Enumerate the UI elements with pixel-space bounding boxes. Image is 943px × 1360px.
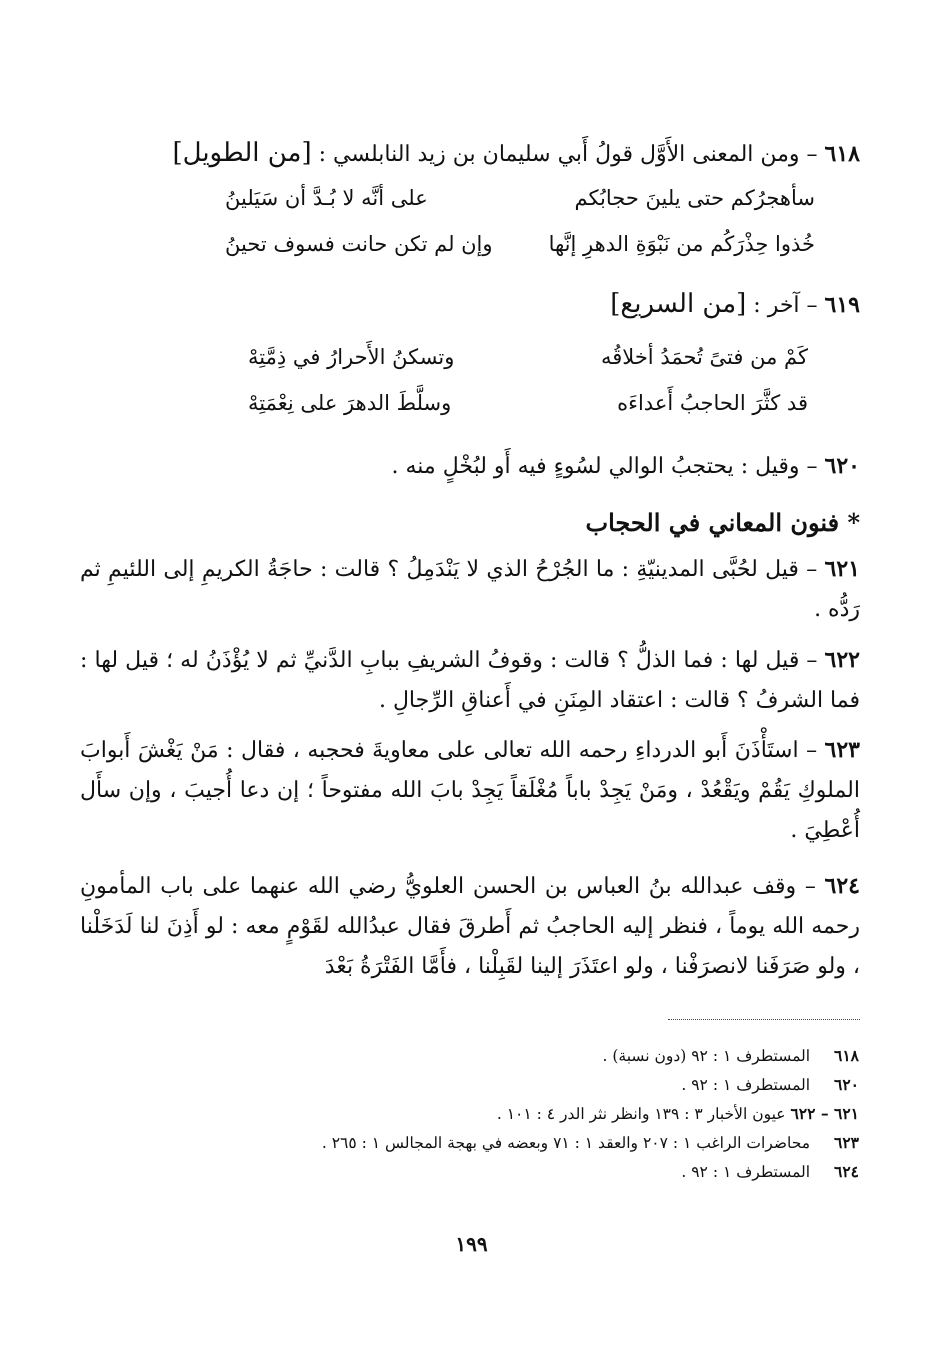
entry-text: – وقف عبدالله بنُ العباس بن الحسن العلويُّ رضي الله عنهما على باب المأمونِ رحمه الله يوماً ، فنظر إليه الحاجبُ ثم أَطرقَ فقال عبدُالله لقَوْمٍ معه : لو أَذِنَ لنا لَدَخَلْنا ، ولو صَرَفَنا لانصرَفْنا ، ولو اعتَذَرَ إلينا لقَبِلْنا ، فأَمَّا الفَتْرَةُ بَعْدَ xyxy=(80,874,860,979)
footnote-number: ٦١٨ xyxy=(834,1046,859,1065)
meter-label: [من السريع] xyxy=(610,289,747,319)
footnote-text: المستطرف ١ : ٩٢ (دون نسبة) . xyxy=(602,1047,811,1065)
page-number: ١٩٩ xyxy=(455,1232,488,1256)
section-heading: * فنون المعاني في الحجاب xyxy=(585,508,860,537)
entry-text: – آخر : xyxy=(746,293,818,318)
verse-second-hemistich: وإن لم تكن حانت فسوف تحينُ xyxy=(225,232,493,256)
footnote xyxy=(159,1070,859,1100)
verse-second-hemistich: وسلَّطَ الدهرَ على نِعْمَتِهْ xyxy=(248,391,452,415)
verse-line xyxy=(225,232,815,268)
entry-text: – ومن المعنى الأَوَّل قولُ أَبي سليمان بن زيد النابلسي : xyxy=(311,142,818,167)
entry-621 xyxy=(80,549,860,630)
entry-number: ٦٢٣ xyxy=(824,737,860,763)
entry-623 xyxy=(80,730,860,851)
entry-number: ٦٢١ xyxy=(824,556,860,582)
footnote-number: ٦٢١ – ٦٢٢ xyxy=(790,1104,859,1123)
footnote-separator xyxy=(668,1019,860,1020)
footnote-number: ٦٢٤ xyxy=(834,1162,859,1181)
verse-second-hemistich: على أنَّه لا بُـدَّ أن سَيَلينُ xyxy=(225,186,428,210)
footnote xyxy=(159,1099,859,1129)
footnote-text: عيون الأخبار ٣ : ١٣٩ وانظر نثر الدر ٤ : ١٠١ . xyxy=(496,1105,786,1123)
verse-second-hemistich: وتسكنُ الأَحرارُ في ذِمَّتِهْ xyxy=(248,345,455,369)
entry-text: – استَأْذَنَ أَبو الدرداءِ رحمه الله تعالى على معاويةَ فحجبه ، فقال : مَنْ يَغْشَ أَبوابَ الملوكِ يَقُمْ ويَقْعُدْ ، ومَنْ يَجِدْ باباً مُغْلَقاً يَجِدْ بابَ الله مفتوحاً ؛ إن دعا أُجيبَ ، وإن سأَل أُعْطِيَ . xyxy=(80,738,860,843)
verse-line xyxy=(248,391,808,427)
verse-line xyxy=(225,186,815,222)
entry-620 xyxy=(80,446,860,487)
footnote-text: المستطرف ١ : ٩٢ . xyxy=(681,1076,811,1094)
entry-619-intro xyxy=(80,284,860,326)
entry-624 xyxy=(80,866,860,987)
entry-text: – قيل لحُبَّى المدينيّةِ : ما الجُرْحُ الذي لا يَنْدَمِلُ ؟ قالت : حاجَةُ الكريمِ إلى اللئيمِ ثم رَدُّه . xyxy=(80,557,860,622)
verse-first-hemistich: قد كثَّرَ الحاجبُ أَعداءَه xyxy=(617,391,808,415)
entry-number: ٦٢٢ xyxy=(824,647,860,673)
footnote-number: ٦٢٠ xyxy=(834,1075,859,1094)
footnote-number: ٦٢٣ xyxy=(834,1133,859,1152)
entry-number: ٦٢٠ xyxy=(824,453,860,479)
verse-first-hemistich: كَمْ من فتىً تُحمَدُ أخلاقُه xyxy=(601,345,808,369)
entry-618-intro xyxy=(80,133,860,175)
entry-text: – قيل لها : فما الذلُّ ؟ قالت : وقوفُ الشريفِ ببابِ الدَّنيِّ ثم لا يُؤْذَنُ له ؛ قيل لها : فما الشرفُ ؟ قالت : اعتقاد المِنَنِ في أَعناقِ الرِّجالِ . xyxy=(80,648,860,713)
entry-622 xyxy=(80,640,860,721)
entry-text: – وقيل : يحتجبُ الوالي لسُوءٍ فيه أَو لبُخْلٍ منه . xyxy=(391,454,818,479)
entry-number: ٦١٩ xyxy=(824,292,860,318)
footnote xyxy=(159,1041,859,1071)
entry-number: ٦٢٤ xyxy=(824,873,860,899)
footnote xyxy=(159,1128,859,1158)
meter-label: [من الطويل] xyxy=(172,138,312,168)
footnote-text: المستطرف ١ : ٩٢ . xyxy=(681,1163,811,1181)
verse-first-hemistich: سأهجرُكم حتى يلينَ حجابُكم xyxy=(574,186,815,210)
footnote-text: محاضرات الراغب ١ : ٢٠٧ والعقد ١ : ٧١ وبعضه في بهجة المجالس ١ : ٢٦٥ . xyxy=(321,1134,811,1152)
entry-number: ٦١٨ xyxy=(824,141,860,167)
verse-line xyxy=(248,345,808,381)
verse-first-hemistich: خُذوا حِذْرَكُم من نَبْوَةِ الدهرِ إنَّها xyxy=(548,232,815,256)
footnote xyxy=(159,1157,859,1187)
